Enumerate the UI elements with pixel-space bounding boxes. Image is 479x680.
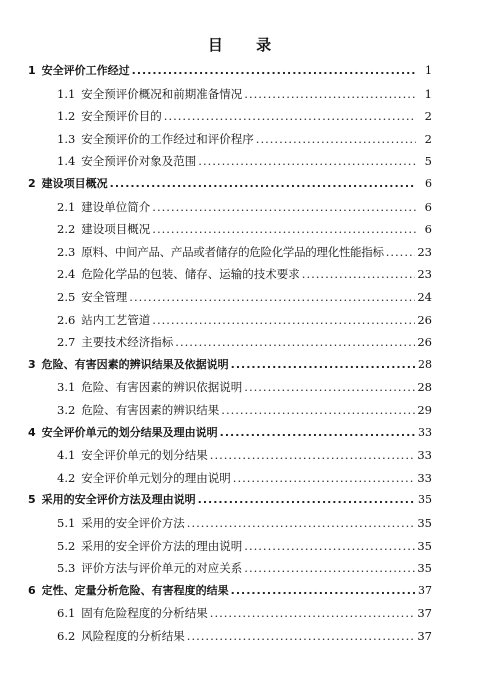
toc-entry-page: 5	[424, 154, 432, 169]
leader-dots	[256, 128, 416, 150]
toc-entry-number: 6.1	[57, 606, 76, 621]
leader-dots	[198, 489, 416, 511]
toc-entry-number: 2.1	[57, 199, 76, 214]
toc-entry-page: 6	[424, 222, 432, 237]
toc-entry-1-2[interactable]	[57, 105, 432, 127]
leader-dots	[231, 354, 416, 376]
leader-dots	[152, 309, 415, 331]
leader-dots	[187, 625, 416, 647]
toc-entry-title: 危险、有害因素的辨识结果	[81, 403, 220, 417]
toc-entry-1[interactable]	[28, 60, 432, 82]
leader-dots	[175, 331, 415, 353]
toc-entry-number: 4	[28, 425, 36, 439]
toc-entry-2[interactable]	[28, 173, 432, 195]
toc-entry-number: 2.7	[57, 335, 76, 350]
toc-entry-number: 2.2	[57, 222, 76, 237]
leader-dots	[164, 105, 416, 127]
toc-entry-page: 37	[418, 583, 432, 597]
toc-entry-number: 2.6	[57, 312, 76, 327]
leader-dots	[244, 535, 415, 557]
leader-dots	[152, 218, 416, 240]
leader-dots	[210, 602, 416, 624]
toc-entry-3[interactable]	[28, 354, 432, 376]
toc-entry-2-5[interactable]	[57, 286, 432, 308]
leader-dots	[210, 444, 416, 466]
toc-entry-1-3[interactable]	[57, 128, 432, 150]
toc-entry-title: 安全评价单元划分的理由说明	[81, 470, 231, 485]
toc-entry-title: 站内工艺管道	[81, 312, 151, 327]
toc-entry-2-1[interactable]	[57, 196, 432, 218]
toc-entry-4-1[interactable]	[57, 444, 432, 466]
toc-entry-page: 35	[417, 516, 432, 530]
toc-entry-1-4[interactable]	[57, 150, 432, 172]
toc-entry-title: 安全评价单元的划分结果	[81, 448, 208, 463]
toc-entry-number: 1.3	[57, 131, 76, 146]
leader-dots	[244, 376, 415, 398]
toc-entry-page: 2	[424, 109, 432, 124]
toc-entry-page: 37	[417, 629, 432, 643]
leader-dots	[386, 241, 416, 263]
toc-entry-number: 5.1	[57, 516, 76, 530]
toc-entry-2-4[interactable]	[57, 263, 432, 285]
toc-entry-title: 评价方法与评价单元的对应关系	[81, 561, 243, 576]
toc-entry-page: 2	[424, 131, 432, 146]
leader-dots	[198, 150, 416, 172]
toc-entry-6-2[interactable]	[57, 625, 432, 647]
toc-entry-5-3[interactable]	[57, 557, 432, 579]
toc-entry-number: 1.2	[57, 109, 76, 124]
toc-entry-2-6[interactable]	[57, 309, 432, 331]
toc-entry-6[interactable]	[28, 580, 432, 602]
toc-entry-page: 33	[418, 425, 432, 439]
leader-dots	[187, 512, 416, 534]
toc-entry-2-7[interactable]	[57, 331, 432, 353]
toc-entry-page: 28	[418, 357, 432, 371]
leader-dots	[244, 557, 415, 579]
toc-entry-page: 35	[417, 538, 432, 553]
toc-entry-2-3[interactable]	[57, 241, 432, 263]
toc-entry-4-2[interactable]	[57, 467, 432, 489]
toc-entry-title: 安全预评价目的	[81, 109, 162, 124]
toc-entry-page: 1	[424, 86, 432, 101]
toc-entry-number: 2.5	[57, 290, 76, 304]
toc-entry-title: 采用的安全评价方法及理由说明	[41, 493, 196, 507]
leader-dots	[220, 422, 416, 444]
leader-dots	[152, 196, 416, 218]
toc-entry-page: 6	[424, 199, 432, 214]
toc-entry-number: 6.2	[57, 629, 76, 643]
toc-entry-title: 安全预评价对象及范围	[81, 154, 197, 169]
toc-entry-page: 35	[417, 561, 432, 576]
toc-entry-1-1[interactable]	[57, 83, 432, 105]
toc-entry-page: 26	[417, 335, 432, 350]
toc-entry-title: 危险、有害因素的辨识依据说明	[81, 380, 243, 395]
leader-dots	[110, 173, 416, 195]
leader-dots	[302, 263, 416, 285]
toc-entry-page: 23	[417, 267, 432, 282]
toc-entry-title: 原料、中间产品、产品或者储存的危险化学品的理化性能指标	[81, 244, 384, 259]
leader-dots	[233, 467, 416, 489]
toc-entry-page: 35	[418, 493, 432, 507]
toc-entry-number: 2	[28, 177, 36, 190]
toc-entry-number: 1.4	[57, 154, 76, 169]
toc-entry-number: 2.3	[57, 244, 76, 259]
toc-entry-number: 6	[28, 583, 36, 597]
toc-entry-5-2[interactable]	[57, 535, 432, 557]
toc-entry-title: 安全评价单元的划分结果及理由说明	[41, 425, 218, 439]
toc-entry-number: 5	[28, 493, 36, 507]
toc-entry-5[interactable]	[28, 489, 432, 511]
toc-entry-6-1[interactable]	[57, 602, 432, 624]
toc-entry-page: 28	[417, 380, 432, 395]
toc-entry-page: 37	[417, 606, 432, 621]
toc-entry-title: 安全管理	[81, 290, 128, 304]
toc-entry-number: 1.1	[57, 86, 76, 101]
toc-entry-number: 3	[28, 357, 36, 371]
toc-entry-3-2[interactable]	[57, 399, 432, 421]
toc-entry-title: 危险、有害因素的辨识结果及依据说明	[41, 357, 229, 371]
toc-entry-number: 3.1	[57, 380, 76, 395]
page-title: 目 录	[207, 36, 286, 54]
toc-entry-page: 29	[417, 403, 432, 417]
toc-entry-page: 24	[417, 290, 432, 304]
toc-entry-page: 1	[425, 64, 432, 77]
leader-dots	[231, 580, 416, 602]
toc-entry-title: 安全预评价的工作经过和评价程序	[81, 131, 254, 146]
leader-dots	[132, 60, 416, 82]
toc-entry-page: 33	[417, 470, 432, 485]
toc-entry-page: 26	[417, 312, 432, 327]
toc-entry-number: 3.2	[57, 403, 76, 417]
toc-entry-title: 建设项目概况	[41, 177, 108, 190]
toc-entry-4[interactable]	[28, 422, 432, 444]
leader-dots	[129, 286, 415, 308]
toc-entry-title: 固有危险程度的分析结果	[81, 606, 208, 621]
leader-dots	[221, 399, 415, 421]
toc-entry-number: 2.4	[57, 267, 76, 282]
toc-entry-title: 建设项目概况	[81, 222, 151, 237]
toc-entry-2-2[interactable]	[57, 218, 432, 240]
toc-entry-page: 6	[425, 177, 432, 190]
toc-entry-page: 33	[417, 448, 432, 463]
toc-entry-number: 1	[28, 64, 36, 77]
toc-entry-title: 采用的安全评价方法的理由说明	[81, 538, 243, 553]
toc-entry-5-1[interactable]	[57, 512, 432, 534]
toc-entry-title: 危险化学品的包装、储存、运输的技术要求	[81, 267, 300, 282]
toc-entry-3-1[interactable]	[57, 376, 432, 398]
toc-entry-title: 建设单位简介	[81, 199, 151, 214]
toc-entry-title: 采用的安全评价方法	[81, 516, 185, 530]
toc-entry-title: 主要技术经济指标	[81, 335, 174, 350]
toc-entry-title: 安全预评价概况和前期准备情况	[81, 86, 243, 101]
toc-entry-title: 安全评价工作经过	[41, 64, 130, 77]
toc-entry-title: 定性、定量分析危险、有害程度的结果	[41, 583, 229, 597]
toc-entry-number: 4.1	[57, 448, 76, 463]
leader-dots	[244, 83, 416, 105]
toc-entry-number: 4.2	[57, 470, 76, 485]
toc-entry-title: 风险程度的分析结果	[81, 629, 185, 643]
toc-entry-page: 23	[417, 244, 432, 259]
toc-entry-number: 5.3	[57, 561, 76, 576]
toc-entry-number: 5.2	[57, 538, 76, 553]
